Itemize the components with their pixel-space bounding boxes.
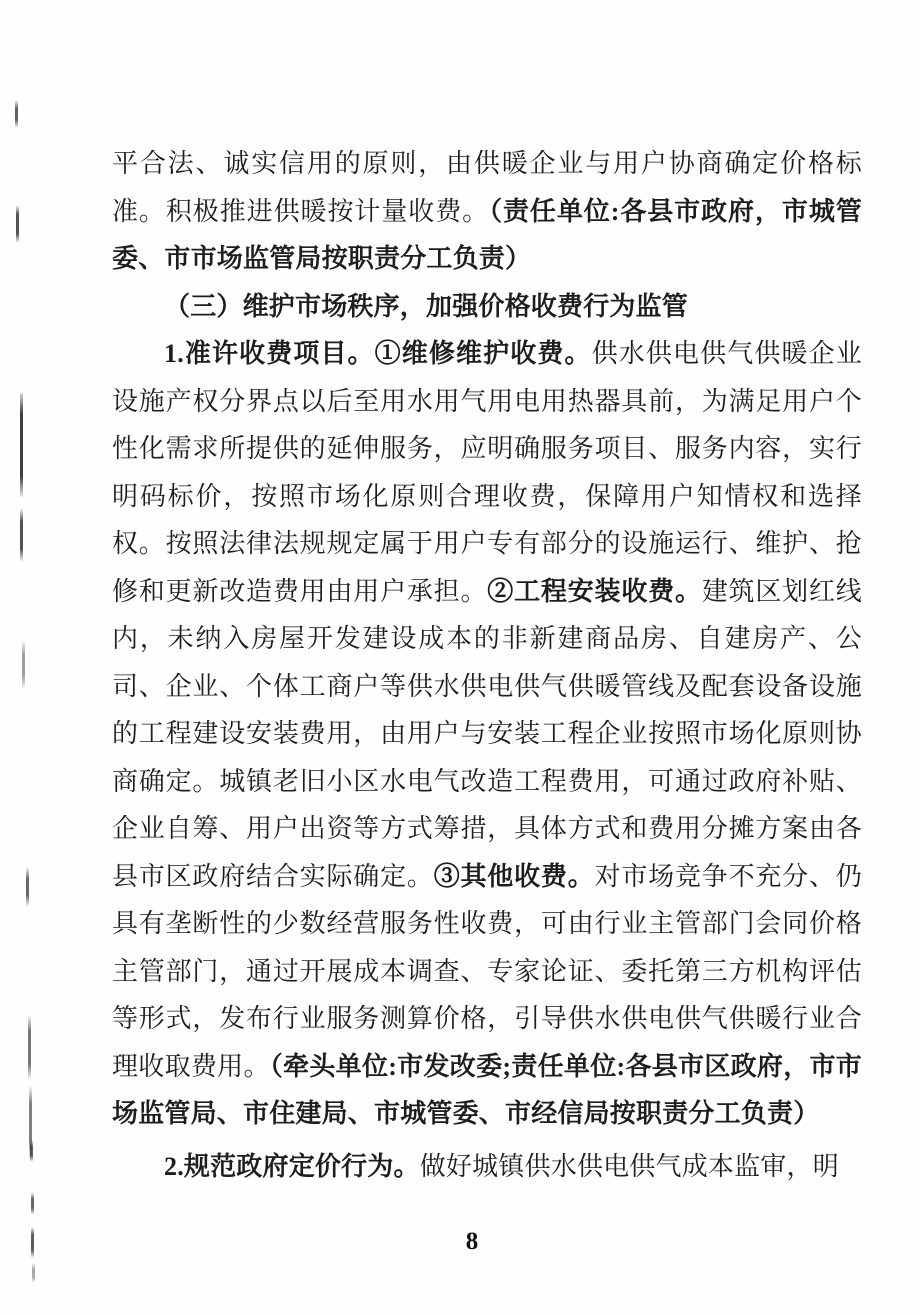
scan-artifact-mark xyxy=(20,508,23,562)
scan-artifact-mark xyxy=(32,1263,35,1283)
page-number: 8 xyxy=(465,1228,479,1255)
scan-artifact-mark xyxy=(15,100,18,128)
bold-text-run: 1.准许收费项目。①维修维护收费。 xyxy=(164,339,592,368)
text-run: 做好城镇供水供电供气成本监审，明 xyxy=(419,1151,839,1181)
scan-artifact-mark xyxy=(22,640,25,690)
scan-artifact-mark xyxy=(20,393,23,497)
item-2-paragraph xyxy=(112,1143,862,1191)
document-body xyxy=(112,140,862,1190)
scan-artifact-mark xyxy=(31,1192,34,1215)
scan-artifact-mark xyxy=(28,1015,31,1080)
scan-artifact-mark xyxy=(26,867,29,907)
text-run: 供水供电供气供暖企业设施产权分界点以后至用水用气用电用热器具前，为满足用户个性化需求所提供的延伸服务，应明确服务项目、服务内容，实行明码标价，按照市场化原则合理收费，保障用户知情权和选择权。按照法律法规规定属于用户专有部分的设施运行、维护、抢修和更新改造费用由用户承担。 xyxy=(112,339,862,606)
bold-text-run: （三）维护市场秩序，加强价格收费行为监管 xyxy=(164,291,689,321)
item-1-paragraph xyxy=(112,330,862,1138)
bold-text-run: ②工程安装收费。 xyxy=(487,576,702,606)
text-run: 平合法、诚实信用的原则，由供暖企业与用户协商确定价格标准。积极推进供暖按计量收费。 xyxy=(112,149,862,226)
bold-text-run: ③其他收费。 xyxy=(433,861,595,891)
text-run: 对市场竞争不充分、仍具有垄断性的少数经营服务性收费，可由行业主管部门会同价格主管部门，通过开展成本调查、专家论证、委托第三方机构评估等形式，发布行业服务测算价格，引导供水供电供气供暖行业合理收取费用。 xyxy=(112,861,862,1081)
bold-text-run: 2.规范政府定价行为。 xyxy=(164,1151,420,1181)
continuation-paragraph xyxy=(112,140,862,283)
scan-artifact-mark xyxy=(16,205,19,243)
page-footer xyxy=(0,1228,920,1256)
bold-text-run: （责任单位:各县市政府，市城管委、市市场监管局按职责分工负责） xyxy=(112,196,862,273)
text-run: 建筑区划红线内，未纳入房屋开发建设成本的非新建商品房、自建房产、公司、企业、个体工商户等供水供电供气供暖管线及配套设备设施的工程建设安装费用，由用户与安装工程企业按照市场化原则协商确定。城镇老旧小区水电气改造工程费用，可通过政府补贴、企业自筹、用户出资等方式筹措，具体方式和费用分摊方案由各县市区政府结合实际确定。 xyxy=(112,576,862,891)
bold-text-run: （牵头单位:市发改委;责任单位:各县市区政府，市市场监管局、市住建局、市城管委、市经信局按职责分工负责） xyxy=(112,1051,862,1128)
section-heading xyxy=(112,283,862,331)
scan-artifact-mark xyxy=(30,1140,33,1162)
